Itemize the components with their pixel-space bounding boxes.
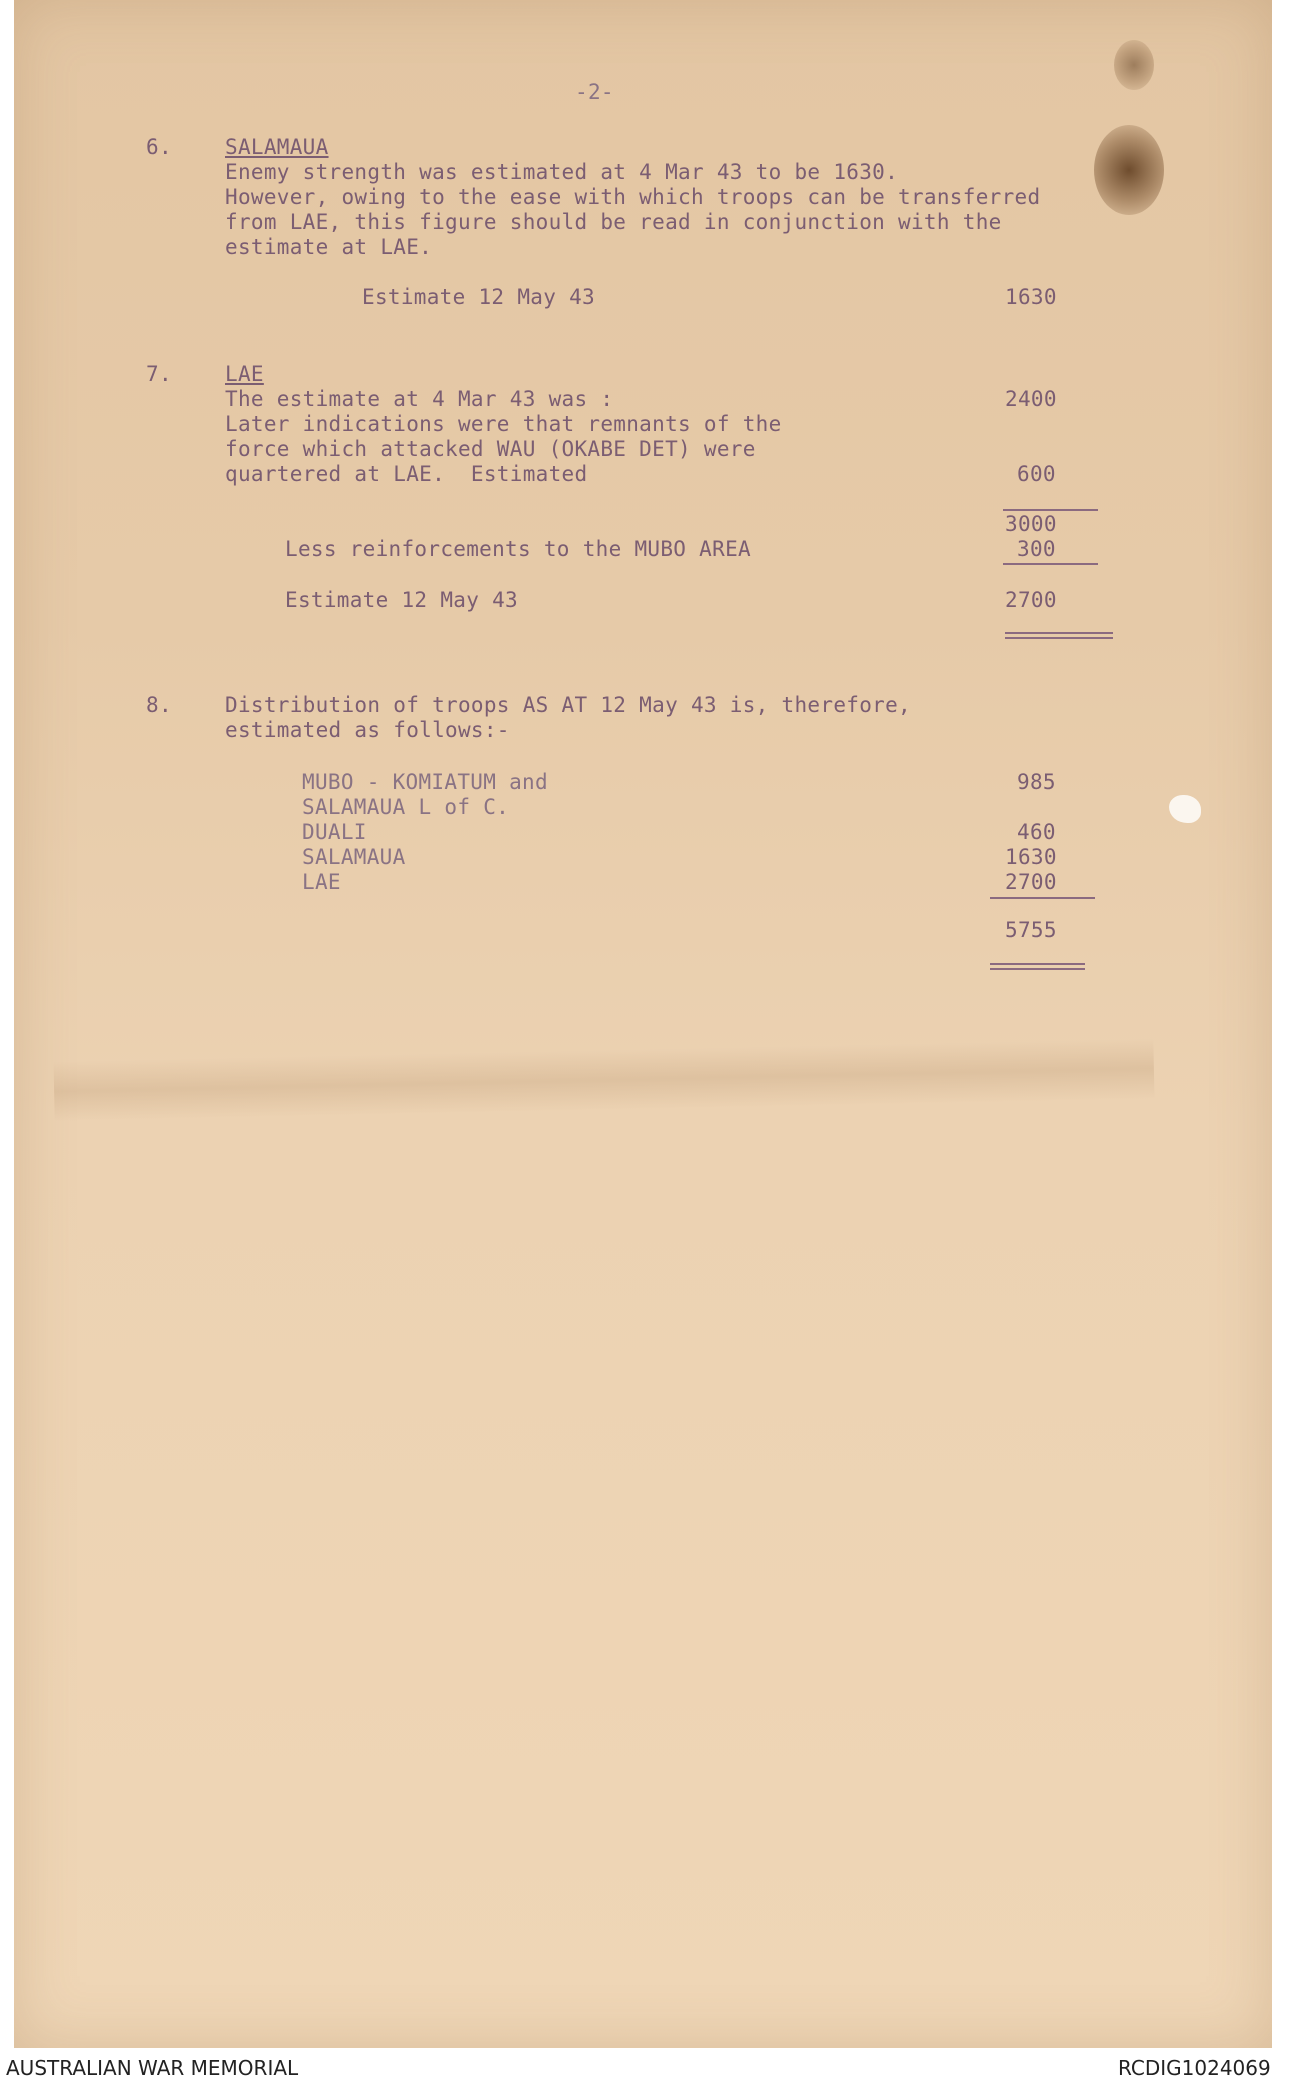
- section-6-line: Enemy strength was estimated at 4 Mar 43 to be 1630.: [225, 160, 899, 184]
- section-6-line: estimate at LAE.: [225, 235, 433, 259]
- distribution-value: 1630: [1005, 845, 1057, 869]
- footer-record-id: RCDIG1024069: [1118, 2056, 1271, 2080]
- section-7-line: quartered at LAE. Estimated: [225, 462, 588, 486]
- document-page: [14, 0, 1272, 2048]
- distribution-value: 460: [1017, 820, 1056, 844]
- section-7-number: 7.: [146, 362, 172, 386]
- section-7-line: Later indications were that remnants of the: [225, 412, 782, 436]
- distribution-label: SALAMAUA L of C.: [302, 795, 510, 819]
- section-6-estimate-label: Estimate 12 May 43: [362, 285, 595, 309]
- section-8-line: estimated as follows:-: [225, 718, 510, 742]
- rust-stain: [1114, 40, 1154, 90]
- footer-archive-name: AUSTRALIAN WAR MEMORIAL: [6, 2056, 299, 2080]
- distribution-value: 985: [1017, 770, 1056, 794]
- distribution-label: LAE: [302, 870, 341, 894]
- section-7-line: force which attacked WAU (OKABE DET) were: [225, 437, 756, 461]
- section-7-line: The estimate at 4 Mar 43 was :: [225, 387, 614, 411]
- sum-rule: [1003, 509, 1098, 511]
- total-double-rule: [1005, 632, 1113, 639]
- distribution-label: SALAMAUA: [302, 845, 406, 869]
- section-6-heading: SALAMAUA: [225, 135, 329, 159]
- section-6-estimate-value: 1630: [1005, 285, 1057, 309]
- section-7-value: 600: [1017, 462, 1056, 486]
- section-7-less-value: 300: [1017, 537, 1056, 561]
- paper-fold: [53, 1038, 1154, 1121]
- section-7-heading: LAE: [225, 362, 264, 386]
- section-7-estimate-value: 2700: [1005, 588, 1057, 612]
- distribution-total: 5755: [1005, 918, 1057, 942]
- page-number: -2-: [575, 80, 614, 104]
- section-6-line: However, owing to the ease with which troops can be transferred: [225, 185, 1041, 209]
- section-7-estimate-label: Estimate 12 May 43: [285, 588, 518, 612]
- section-7-subtotal: 3000: [1005, 512, 1057, 536]
- distribution-value: 2700: [1005, 870, 1057, 894]
- section-8-number: 8.: [146, 693, 172, 717]
- section-7-less-label: Less reinforcements to the MUBO AREA: [285, 537, 751, 561]
- distribution-label: MUBO - KOMIATUM and: [302, 770, 548, 794]
- section-6-line: from LAE, this figure should be read in conjunction with the: [225, 210, 1002, 234]
- total-double-rule: [990, 963, 1085, 970]
- distribution-label: DUALI: [302, 820, 367, 844]
- rust-stain: [1094, 125, 1164, 215]
- section-6-number: 6.: [146, 135, 172, 159]
- paper-hole: [1169, 795, 1201, 823]
- sum-rule: [990, 897, 1095, 899]
- section-8-line: Distribution of troops AS AT 12 May 43 is, therefore,: [225, 693, 911, 717]
- section-7-value: 2400: [1005, 387, 1057, 411]
- sum-rule: [1003, 563, 1098, 565]
